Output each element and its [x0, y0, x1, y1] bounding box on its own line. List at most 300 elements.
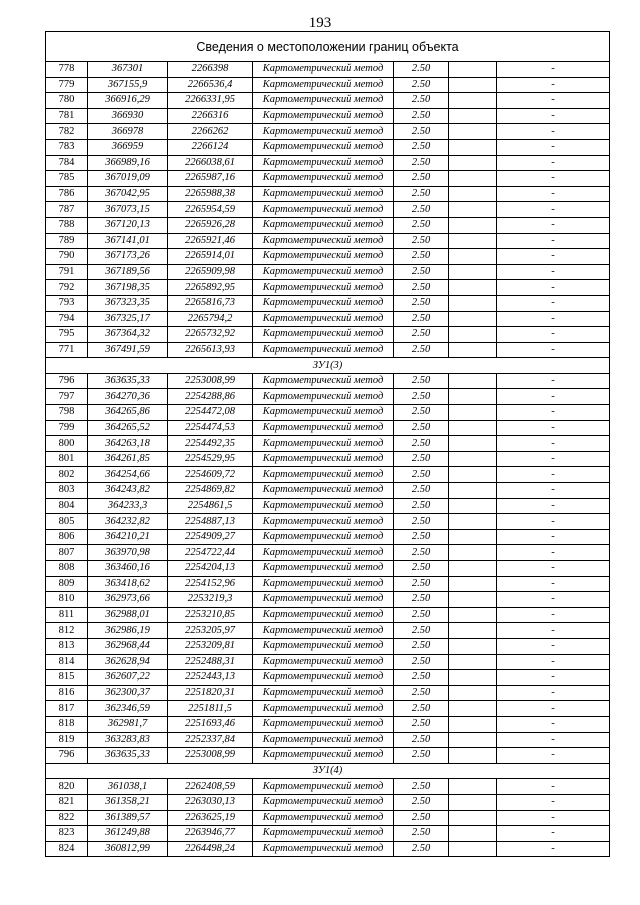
accuracy-cell: 2.50 — [394, 794, 449, 810]
point-number-cell: 789 — [46, 233, 88, 249]
table-row — [46, 420, 610, 436]
y-coordinate-cell: 2254204,13 — [168, 561, 253, 577]
description-cell — [449, 327, 497, 343]
accuracy-cell: 2.50 — [394, 685, 449, 701]
table-row — [46, 327, 610, 343]
method-cell: Картометрический метод — [253, 233, 394, 249]
method-cell: Картометрический метод — [253, 607, 394, 623]
section-header: ЗУ1(3) — [46, 358, 610, 374]
x-coordinate-cell: 364232,82 — [88, 514, 168, 530]
table-row — [46, 139, 610, 155]
y-coordinate-cell: 2265921,46 — [168, 233, 253, 249]
note-cell: - — [497, 373, 610, 389]
method-cell: Картометрический метод — [253, 514, 394, 530]
y-coordinate-cell: 2254609,72 — [168, 467, 253, 483]
table-row — [46, 529, 610, 545]
point-number-cell: 809 — [46, 576, 88, 592]
point-number-cell: 785 — [46, 171, 88, 187]
accuracy-cell: 2.50 — [394, 498, 449, 514]
table-row — [46, 186, 610, 202]
method-cell: Картометрический метод — [253, 217, 394, 233]
table-row — [46, 436, 610, 452]
point-number-cell: 806 — [46, 529, 88, 545]
note-cell: - — [497, 264, 610, 280]
accuracy-cell: 2.50 — [394, 654, 449, 670]
accuracy-cell: 2.50 — [394, 264, 449, 280]
x-coordinate-cell: 367019,09 — [88, 171, 168, 187]
x-coordinate-cell: 367073,15 — [88, 202, 168, 218]
description-cell — [449, 280, 497, 296]
x-coordinate-cell: 367301 — [88, 62, 168, 78]
table-row — [46, 217, 610, 233]
accuracy-cell: 2.50 — [394, 638, 449, 654]
method-cell: Картометрический метод — [253, 623, 394, 639]
accuracy-cell: 2.50 — [394, 623, 449, 639]
note-cell: - — [497, 186, 610, 202]
point-number-cell: 823 — [46, 826, 88, 842]
note-cell: - — [497, 389, 610, 405]
note-cell: - — [497, 155, 610, 171]
note-cell: - — [497, 670, 610, 686]
y-coordinate-cell: 2265892,95 — [168, 280, 253, 296]
y-coordinate-cell: 2266124 — [168, 139, 253, 155]
y-coordinate-cell: 2254909,27 — [168, 529, 253, 545]
note-cell: - — [497, 436, 610, 452]
point-number-cell: 801 — [46, 451, 88, 467]
note-cell: - — [497, 171, 610, 187]
y-coordinate-cell: 2265987,16 — [168, 171, 253, 187]
note-cell: - — [497, 342, 610, 358]
table-row — [46, 748, 610, 764]
y-coordinate-cell: 2254887,13 — [168, 514, 253, 530]
description-cell — [449, 654, 497, 670]
table-row — [46, 732, 610, 748]
point-number-cell: 793 — [46, 295, 88, 311]
table-row — [46, 93, 610, 109]
x-coordinate-cell: 363283,83 — [88, 732, 168, 748]
description-cell — [449, 794, 497, 810]
method-cell: Картометрический метод — [253, 186, 394, 202]
point-number-cell: 784 — [46, 155, 88, 171]
y-coordinate-cell: 2251693,46 — [168, 716, 253, 732]
note-cell: - — [497, 685, 610, 701]
note-cell: - — [497, 405, 610, 421]
note-cell: - — [497, 701, 610, 717]
note-cell: - — [497, 529, 610, 545]
note-cell: - — [497, 139, 610, 155]
note-cell: - — [497, 826, 610, 842]
y-coordinate-cell: 2254152,96 — [168, 576, 253, 592]
point-number-cell: 782 — [46, 124, 88, 140]
description-cell — [449, 451, 497, 467]
x-coordinate-cell: 367189,56 — [88, 264, 168, 280]
accuracy-cell: 2.50 — [394, 420, 449, 436]
description-cell — [449, 155, 497, 171]
x-coordinate-cell: 367198,35 — [88, 280, 168, 296]
method-cell: Картометрический метод — [253, 327, 394, 343]
point-number-cell: 792 — [46, 280, 88, 296]
x-coordinate-cell: 366916,29 — [88, 93, 168, 109]
table-row — [46, 373, 610, 389]
y-coordinate-cell: 2251811,5 — [168, 701, 253, 717]
table-row — [46, 280, 610, 296]
table-row — [46, 233, 610, 249]
accuracy-cell: 2.50 — [394, 171, 449, 187]
note-cell: - — [497, 638, 610, 654]
method-cell: Картометрический метод — [253, 498, 394, 514]
x-coordinate-cell: 367364,32 — [88, 327, 168, 343]
point-number-cell: 796 — [46, 748, 88, 764]
table-row — [46, 561, 610, 577]
y-coordinate-cell: 2265914,01 — [168, 249, 253, 265]
point-number-cell: 787 — [46, 202, 88, 218]
point-number-cell: 778 — [46, 62, 88, 78]
table-row — [46, 545, 610, 561]
description-cell — [449, 171, 497, 187]
description-cell — [449, 514, 497, 530]
table-row — [46, 607, 610, 623]
page-number: 193 — [308, 15, 332, 31]
point-number-cell: 795 — [46, 327, 88, 343]
section-header-row — [46, 763, 610, 779]
description-cell — [449, 249, 497, 265]
note-cell: - — [497, 576, 610, 592]
note-cell: - — [497, 654, 610, 670]
x-coordinate-cell: 366930 — [88, 108, 168, 124]
x-coordinate-cell: 363635,33 — [88, 373, 168, 389]
method-cell: Картометрический метод — [253, 670, 394, 686]
description-cell — [449, 779, 497, 795]
x-coordinate-cell: 363418,62 — [88, 576, 168, 592]
method-cell: Картометрический метод — [253, 311, 394, 327]
method-cell: Картометрический метод — [253, 202, 394, 218]
accuracy-cell: 2.50 — [394, 186, 449, 202]
y-coordinate-cell: 2266316 — [168, 108, 253, 124]
point-number-cell: 808 — [46, 561, 88, 577]
point-number-cell: 783 — [46, 139, 88, 155]
method-cell: Картометрический метод — [253, 483, 394, 499]
method-cell: Картометрический метод — [253, 264, 394, 280]
description-cell — [449, 607, 497, 623]
description-cell — [449, 841, 497, 857]
description-cell — [449, 826, 497, 842]
method-cell: Картометрический метод — [253, 576, 394, 592]
accuracy-cell: 2.50 — [394, 841, 449, 857]
y-coordinate-cell: 2254861,5 — [168, 498, 253, 514]
y-coordinate-cell: 2254288,86 — [168, 389, 253, 405]
accuracy-cell: 2.50 — [394, 576, 449, 592]
description-cell — [449, 420, 497, 436]
method-cell: Картометрический метод — [253, 249, 394, 265]
y-coordinate-cell: 2263030,13 — [168, 794, 253, 810]
table-row — [46, 779, 610, 795]
table-row — [46, 701, 610, 717]
point-number-cell: 820 — [46, 779, 88, 795]
table-row — [46, 108, 610, 124]
y-coordinate-cell: 2265926,28 — [168, 217, 253, 233]
note-cell: - — [497, 108, 610, 124]
accuracy-cell: 2.50 — [394, 592, 449, 608]
x-coordinate-cell: 362981,7 — [88, 716, 168, 732]
note-cell: - — [497, 311, 610, 327]
accuracy-cell: 2.50 — [394, 405, 449, 421]
x-coordinate-cell: 363635,33 — [88, 748, 168, 764]
accuracy-cell: 2.50 — [394, 62, 449, 78]
table-row — [46, 264, 610, 280]
accuracy-cell: 2.50 — [394, 233, 449, 249]
note-cell: - — [497, 233, 610, 249]
method-cell: Картометрический метод — [253, 529, 394, 545]
y-coordinate-cell: 2253219,3 — [168, 592, 253, 608]
accuracy-cell: 2.50 — [394, 716, 449, 732]
x-coordinate-cell: 363970,98 — [88, 545, 168, 561]
x-coordinate-cell: 362346,59 — [88, 701, 168, 717]
point-number-cell: 780 — [46, 93, 88, 109]
point-number-cell: 814 — [46, 654, 88, 670]
method-cell: Картометрический метод — [253, 451, 394, 467]
accuracy-cell: 2.50 — [394, 451, 449, 467]
note-cell: - — [497, 794, 610, 810]
description-cell — [449, 202, 497, 218]
note-cell: - — [497, 779, 610, 795]
point-number-cell: 805 — [46, 514, 88, 530]
description-cell — [449, 810, 497, 826]
description-cell — [449, 217, 497, 233]
method-cell: Картометрический метод — [253, 732, 394, 748]
description-cell — [449, 483, 497, 499]
description-cell — [449, 342, 497, 358]
point-number-cell: 824 — [46, 841, 88, 857]
point-number-cell: 796 — [46, 373, 88, 389]
table-row — [46, 841, 610, 857]
description-cell — [449, 716, 497, 732]
accuracy-cell: 2.50 — [394, 311, 449, 327]
y-coordinate-cell: 2254869,82 — [168, 483, 253, 499]
accuracy-cell: 2.50 — [394, 436, 449, 452]
table-row — [46, 249, 610, 265]
y-coordinate-cell: 2266331,95 — [168, 93, 253, 109]
x-coordinate-cell: 363460,16 — [88, 561, 168, 577]
point-number-cell: 817 — [46, 701, 88, 717]
table-row — [46, 638, 610, 654]
note-cell: - — [497, 607, 610, 623]
accuracy-cell: 2.50 — [394, 467, 449, 483]
accuracy-cell: 2.50 — [394, 108, 449, 124]
x-coordinate-cell: 364254,66 — [88, 467, 168, 483]
table-row — [46, 124, 610, 140]
y-coordinate-cell: 2253210,85 — [168, 607, 253, 623]
note-cell: - — [497, 467, 610, 483]
description-cell — [449, 405, 497, 421]
note-cell: - — [497, 217, 610, 233]
description-cell — [449, 77, 497, 93]
method-cell: Картометрический метод — [253, 405, 394, 421]
note-cell: - — [497, 498, 610, 514]
accuracy-cell: 2.50 — [394, 139, 449, 155]
point-number-cell: 815 — [46, 670, 88, 686]
accuracy-cell: 2.50 — [394, 93, 449, 109]
y-coordinate-cell: 2253008,99 — [168, 373, 253, 389]
point-number-cell: 803 — [46, 483, 88, 499]
point-number-cell: 816 — [46, 685, 88, 701]
y-coordinate-cell: 2254492,35 — [168, 436, 253, 452]
x-coordinate-cell: 361249,88 — [88, 826, 168, 842]
description-cell — [449, 529, 497, 545]
note-cell: - — [497, 451, 610, 467]
x-coordinate-cell: 361389,57 — [88, 810, 168, 826]
point-number-cell: 813 — [46, 638, 88, 654]
x-coordinate-cell: 367173,26 — [88, 249, 168, 265]
y-coordinate-cell: 2266038,61 — [168, 155, 253, 171]
description-cell — [449, 748, 497, 764]
point-number-cell: 798 — [46, 405, 88, 421]
table-row — [46, 389, 610, 405]
note-cell: - — [497, 841, 610, 857]
point-number-cell: 790 — [46, 249, 88, 265]
accuracy-cell: 2.50 — [394, 514, 449, 530]
table-title: Сведения о местоположении границ объекта — [46, 32, 610, 62]
y-coordinate-cell: 2252337,84 — [168, 732, 253, 748]
method-cell: Картометрический метод — [253, 373, 394, 389]
description-cell — [449, 545, 497, 561]
method-cell: Картометрический метод — [253, 716, 394, 732]
point-number-cell: 822 — [46, 810, 88, 826]
description-cell — [449, 233, 497, 249]
table-row — [46, 716, 610, 732]
x-coordinate-cell: 361358,21 — [88, 794, 168, 810]
x-coordinate-cell: 367042,95 — [88, 186, 168, 202]
accuracy-cell: 2.50 — [394, 124, 449, 140]
method-cell: Картометрический метод — [253, 124, 394, 140]
note-cell: - — [497, 124, 610, 140]
x-coordinate-cell: 364233,3 — [88, 498, 168, 514]
method-cell: Картометрический метод — [253, 342, 394, 358]
point-number-cell: 779 — [46, 77, 88, 93]
method-cell: Картометрический метод — [253, 779, 394, 795]
y-coordinate-cell: 2254474,53 — [168, 420, 253, 436]
y-coordinate-cell: 2264498,24 — [168, 841, 253, 857]
method-cell: Картометрический метод — [253, 654, 394, 670]
accuracy-cell: 2.50 — [394, 77, 449, 93]
note-cell: - — [497, 280, 610, 296]
method-cell: Картометрический метод — [253, 171, 394, 187]
x-coordinate-cell: 362607,22 — [88, 670, 168, 686]
accuracy-cell: 2.50 — [394, 670, 449, 686]
y-coordinate-cell: 2265794,2 — [168, 311, 253, 327]
note-cell: - — [497, 295, 610, 311]
note-cell: - — [497, 810, 610, 826]
method-cell: Картометрический метод — [253, 545, 394, 561]
x-coordinate-cell: 367141,01 — [88, 233, 168, 249]
point-number-cell: 810 — [46, 592, 88, 608]
point-number-cell: 786 — [46, 186, 88, 202]
table-row — [46, 62, 610, 78]
x-coordinate-cell: 364263,18 — [88, 436, 168, 452]
y-coordinate-cell: 2253209,81 — [168, 638, 253, 654]
description-cell — [449, 576, 497, 592]
point-number-cell: 800 — [46, 436, 88, 452]
description-cell — [449, 124, 497, 140]
table-row — [46, 342, 610, 358]
description-cell — [449, 498, 497, 514]
x-coordinate-cell: 361038,1 — [88, 779, 168, 795]
accuracy-cell: 2.50 — [394, 373, 449, 389]
method-cell: Картометрический метод — [253, 561, 394, 577]
point-number-cell: 807 — [46, 545, 88, 561]
accuracy-cell: 2.50 — [394, 217, 449, 233]
description-cell — [449, 623, 497, 639]
y-coordinate-cell: 2266398 — [168, 62, 253, 78]
y-coordinate-cell: 2251820,31 — [168, 685, 253, 701]
point-number-cell: 818 — [46, 716, 88, 732]
point-number-cell: 802 — [46, 467, 88, 483]
method-cell: Картометрический метод — [253, 139, 394, 155]
x-coordinate-cell: 364265,86 — [88, 405, 168, 421]
table-row — [46, 155, 610, 171]
note-cell: - — [497, 62, 610, 78]
point-number-cell: 781 — [46, 108, 88, 124]
y-coordinate-cell: 2253205,97 — [168, 623, 253, 639]
x-coordinate-cell: 367325,17 — [88, 311, 168, 327]
accuracy-cell: 2.50 — [394, 280, 449, 296]
accuracy-cell: 2.50 — [394, 155, 449, 171]
point-number-cell: 797 — [46, 389, 88, 405]
method-cell: Картометрический метод — [253, 77, 394, 93]
method-cell: Картометрический метод — [253, 794, 394, 810]
table-row — [46, 623, 610, 639]
point-number-cell: 794 — [46, 311, 88, 327]
note-cell: - — [497, 202, 610, 218]
x-coordinate-cell: 364210,21 — [88, 529, 168, 545]
description-cell — [449, 108, 497, 124]
accuracy-cell: 2.50 — [394, 483, 449, 499]
method-cell: Картометрический метод — [253, 701, 394, 717]
method-cell: Картометрический метод — [253, 155, 394, 171]
table-row — [46, 451, 610, 467]
y-coordinate-cell: 2265613,93 — [168, 342, 253, 358]
accuracy-cell: 2.50 — [394, 202, 449, 218]
accuracy-cell: 2.50 — [394, 607, 449, 623]
note-cell: - — [497, 420, 610, 436]
accuracy-cell: 2.50 — [394, 545, 449, 561]
x-coordinate-cell: 362973,66 — [88, 592, 168, 608]
table-row — [46, 295, 610, 311]
x-coordinate-cell: 366959 — [88, 139, 168, 155]
note-cell: - — [497, 545, 610, 561]
point-number-cell: 799 — [46, 420, 88, 436]
table-row — [46, 202, 610, 218]
table-row — [46, 670, 610, 686]
accuracy-cell: 2.50 — [394, 779, 449, 795]
note-cell: - — [497, 592, 610, 608]
x-coordinate-cell: 364261,85 — [88, 451, 168, 467]
table-title-row — [46, 32, 610, 62]
x-coordinate-cell: 366978 — [88, 124, 168, 140]
point-number-cell: 771 — [46, 342, 88, 358]
note-cell: - — [497, 623, 610, 639]
description-cell — [449, 139, 497, 155]
method-cell: Картометрический метод — [253, 810, 394, 826]
y-coordinate-cell: 2265988,38 — [168, 186, 253, 202]
note-cell: - — [497, 249, 610, 265]
point-number-cell: 791 — [46, 264, 88, 280]
description-cell — [449, 467, 497, 483]
accuracy-cell: 2.50 — [394, 732, 449, 748]
method-cell: Картометрический метод — [253, 389, 394, 405]
y-coordinate-cell: 2263625,19 — [168, 810, 253, 826]
y-coordinate-cell: 2265909,98 — [168, 264, 253, 280]
note-cell: - — [497, 716, 610, 732]
